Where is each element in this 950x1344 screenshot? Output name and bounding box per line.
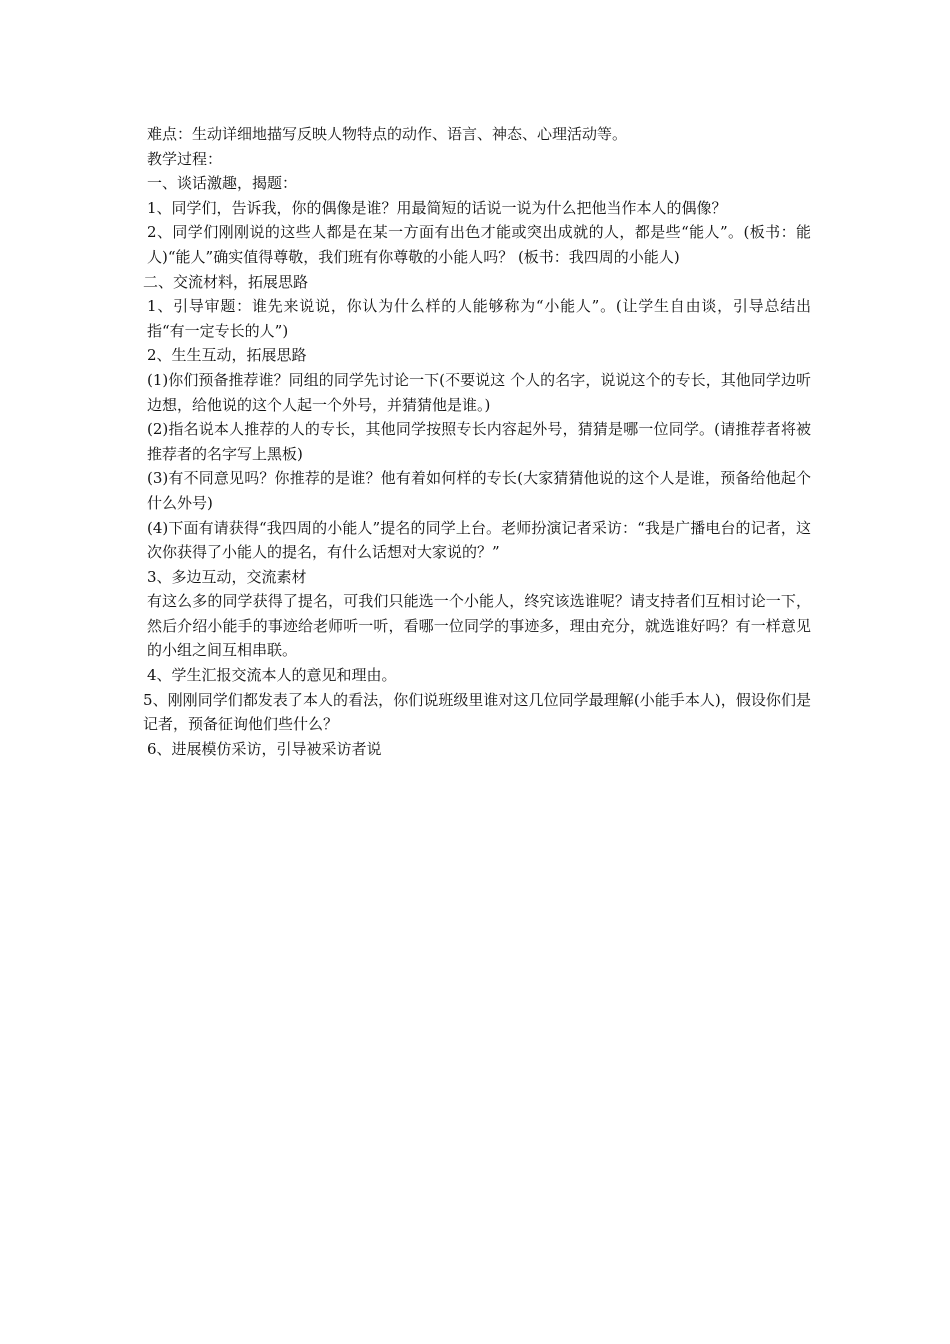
paragraph-item: (1)你们预备推荐谁？同组的同学先讨论一下(不要说这 个人的名字，说说这个的专长，其他同学边听边想，给他说的这个人起一个外号，并猜猜他是谁。) bbox=[147, 370, 811, 414]
paragraph-item: (4)下面有请获得“我四周的小能人”提名的同学上台。老师扮演记者采访：“我是广播电台的记者，这次你获得了小能人的提名，有什么话想对大家说的？” bbox=[147, 518, 811, 562]
section-heading-2: 二、交流材料，拓展思路 bbox=[143, 272, 309, 291]
paragraph-item: 2、同学们刚刚说的这些人都是在某一方面有出色才能或突出成就的人，都是些“能人”。(板书：能人)“能人”确实值得尊敬，我们班有你尊敬的小能人吗？ (板书：我四周的小能人) bbox=[147, 223, 811, 266]
paragraph-item: 6、进展模仿采访，引导被采访者说 bbox=[147, 739, 382, 758]
paragraph-item: 2、生生互动，拓展思路 bbox=[147, 346, 307, 365]
document-page bbox=[143, 122, 811, 761]
paragraph-difficulty: 难点：生动详细地描写反映人物特点的动作、语言、神态、心理活动等。 bbox=[147, 125, 628, 143]
section-heading-1: 一、谈话激趣，揭题： bbox=[147, 174, 298, 193]
paragraph-item: (2)指名说本人推荐的人的专长，其他同学按照专长内容起外号，猜猜是哪一位同学。(请推荐者将被推荐者的名字写上黑板) bbox=[147, 420, 811, 463]
paragraph-item: 4、学生汇报交流本人的意见和理由。 bbox=[147, 666, 397, 685]
paragraph-item: 3、多边互动，交流素材 bbox=[147, 567, 307, 586]
paragraph-item: 5、刚刚同学们都发表了本人的看法，你们说班级里谁对这几位同学最理解(小能手本人)，假设你们是记者，预备征询他们些什么？ bbox=[143, 690, 811, 734]
paragraph-item: 1、引导审题：谁先来说说，你认为什么样的人能够称为“小能人”。(让学生自由谈，引导总结出指“有一定专长的人”) bbox=[147, 297, 811, 340]
paragraph-teaching-process: 教学过程： bbox=[147, 149, 223, 168]
paragraph-item: 1、同学们，告诉我，你的偶像是谁？用最简短的话说一说为什么把他当作本人的偶像？ bbox=[147, 198, 727, 217]
paragraph-item: (3)有不同意见吗？你推荐的是谁？他有着如何样的专长(大家猜猜他说的这个人是谁，预备给他起个什么外号) bbox=[147, 469, 811, 512]
paragraph-item: 有这么多的同学获得了提名，可我们只能选一个小能人，终究该选谁呢？请支持者们互相讨论一下，然后介绍小能手的事迹给老师听一听，看哪一位同学的事迹多，理由充分，就选谁好吗？有一样意见的小组之间互相串联。 bbox=[147, 592, 811, 660]
